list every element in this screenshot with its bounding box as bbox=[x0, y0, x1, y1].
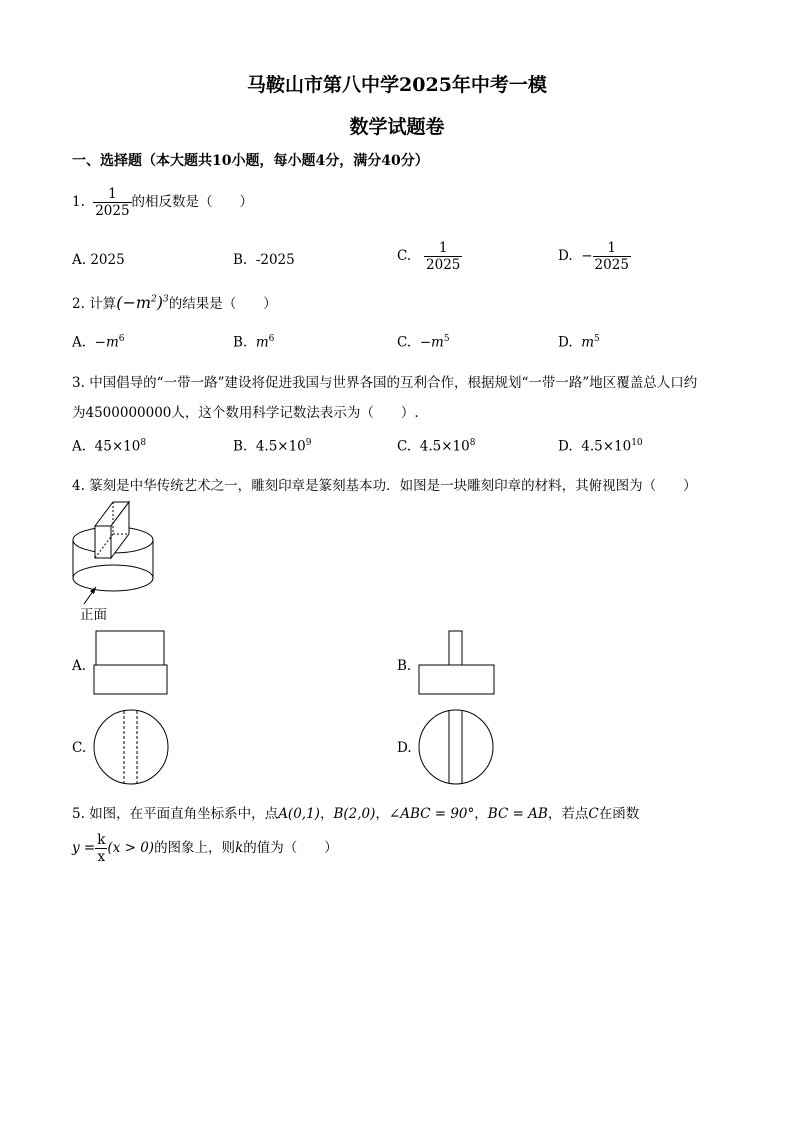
option-d: D. $4.5\times 10^{10}$ bbox=[558, 438, 643, 455]
option-d: D. $m^5$ bbox=[558, 334, 600, 351]
question-1 bbox=[72, 186, 253, 219]
option-a: A. bbox=[72, 658, 87, 674]
front-label: 正面 bbox=[80, 607, 107, 623]
option-a: A. $-m^6$ bbox=[72, 334, 125, 351]
question-5: 5. 如图，在平面直角坐标系中，点A(0,1)，B(2,0)，∠ABC = 90°，BC = AB，若点C在函数 bbox=[72, 806, 640, 822]
question-3: 3. 中国倡导的“一带一路”建设将促进我国与世界各国的互利合作，根据规划“一带一路”地区覆盖总人口约 bbox=[72, 375, 698, 391]
option-a-figure bbox=[93, 630, 168, 696]
option-a: A. $45\times 10^8$ bbox=[72, 438, 147, 455]
page-title: 马鞍山市第八中学2025年中考一模 bbox=[247, 74, 547, 96]
question-4: 4. 篆刻是中华传统艺术之一，雕刻印章是篆刻基本功．如图是一块雕刻印章的材料，其俯视图为（ ） bbox=[72, 478, 697, 494]
option-b: B. -2025 bbox=[233, 252, 295, 268]
option-d: D. − $\frac{1}{2025}$ bbox=[558, 240, 629, 273]
option-b: B. $4.5\times 10^9$ bbox=[233, 438, 312, 455]
section-heading: 一、选择题（本大题共10小题，每小题4分，满分40分） bbox=[72, 153, 429, 169]
option-c: C. $4.5\times 10^8$ bbox=[397, 438, 476, 455]
option-c: C. bbox=[72, 740, 87, 756]
seal-material-figure bbox=[60, 496, 170, 626]
fraction: $\frac{1}{2025}$ bbox=[95, 186, 130, 219]
question-number: 2. bbox=[72, 296, 85, 312]
option-d-figure bbox=[417, 708, 497, 788]
option-b-figure bbox=[418, 630, 496, 696]
option-c-figure bbox=[92, 708, 172, 788]
question-3-line2: 为4500000000人，这个数用科学记数法表示为（ ）. bbox=[72, 405, 419, 421]
option-c: C. $-m^5$ bbox=[397, 334, 450, 351]
option-d: D. bbox=[397, 740, 412, 756]
question-number: 1. bbox=[72, 194, 85, 210]
page-subtitle: 数学试题卷 bbox=[349, 116, 445, 138]
question-5-line2: y = $\frac{k}{x}$ (x > 0)的图象上，则k的值为（ ） bbox=[72, 832, 338, 865]
option-b: B. bbox=[397, 658, 412, 674]
question-text: 的相反数是（ ） bbox=[131, 194, 254, 210]
option-a: A. 2025 bbox=[72, 252, 125, 268]
option-b: B. $m^6$ bbox=[233, 334, 275, 351]
option-c: C. $\frac{1}{2025}$ bbox=[397, 240, 461, 273]
question-2: 2. 计算$(-m^2)^3$的结果是（ ） bbox=[72, 293, 277, 312]
